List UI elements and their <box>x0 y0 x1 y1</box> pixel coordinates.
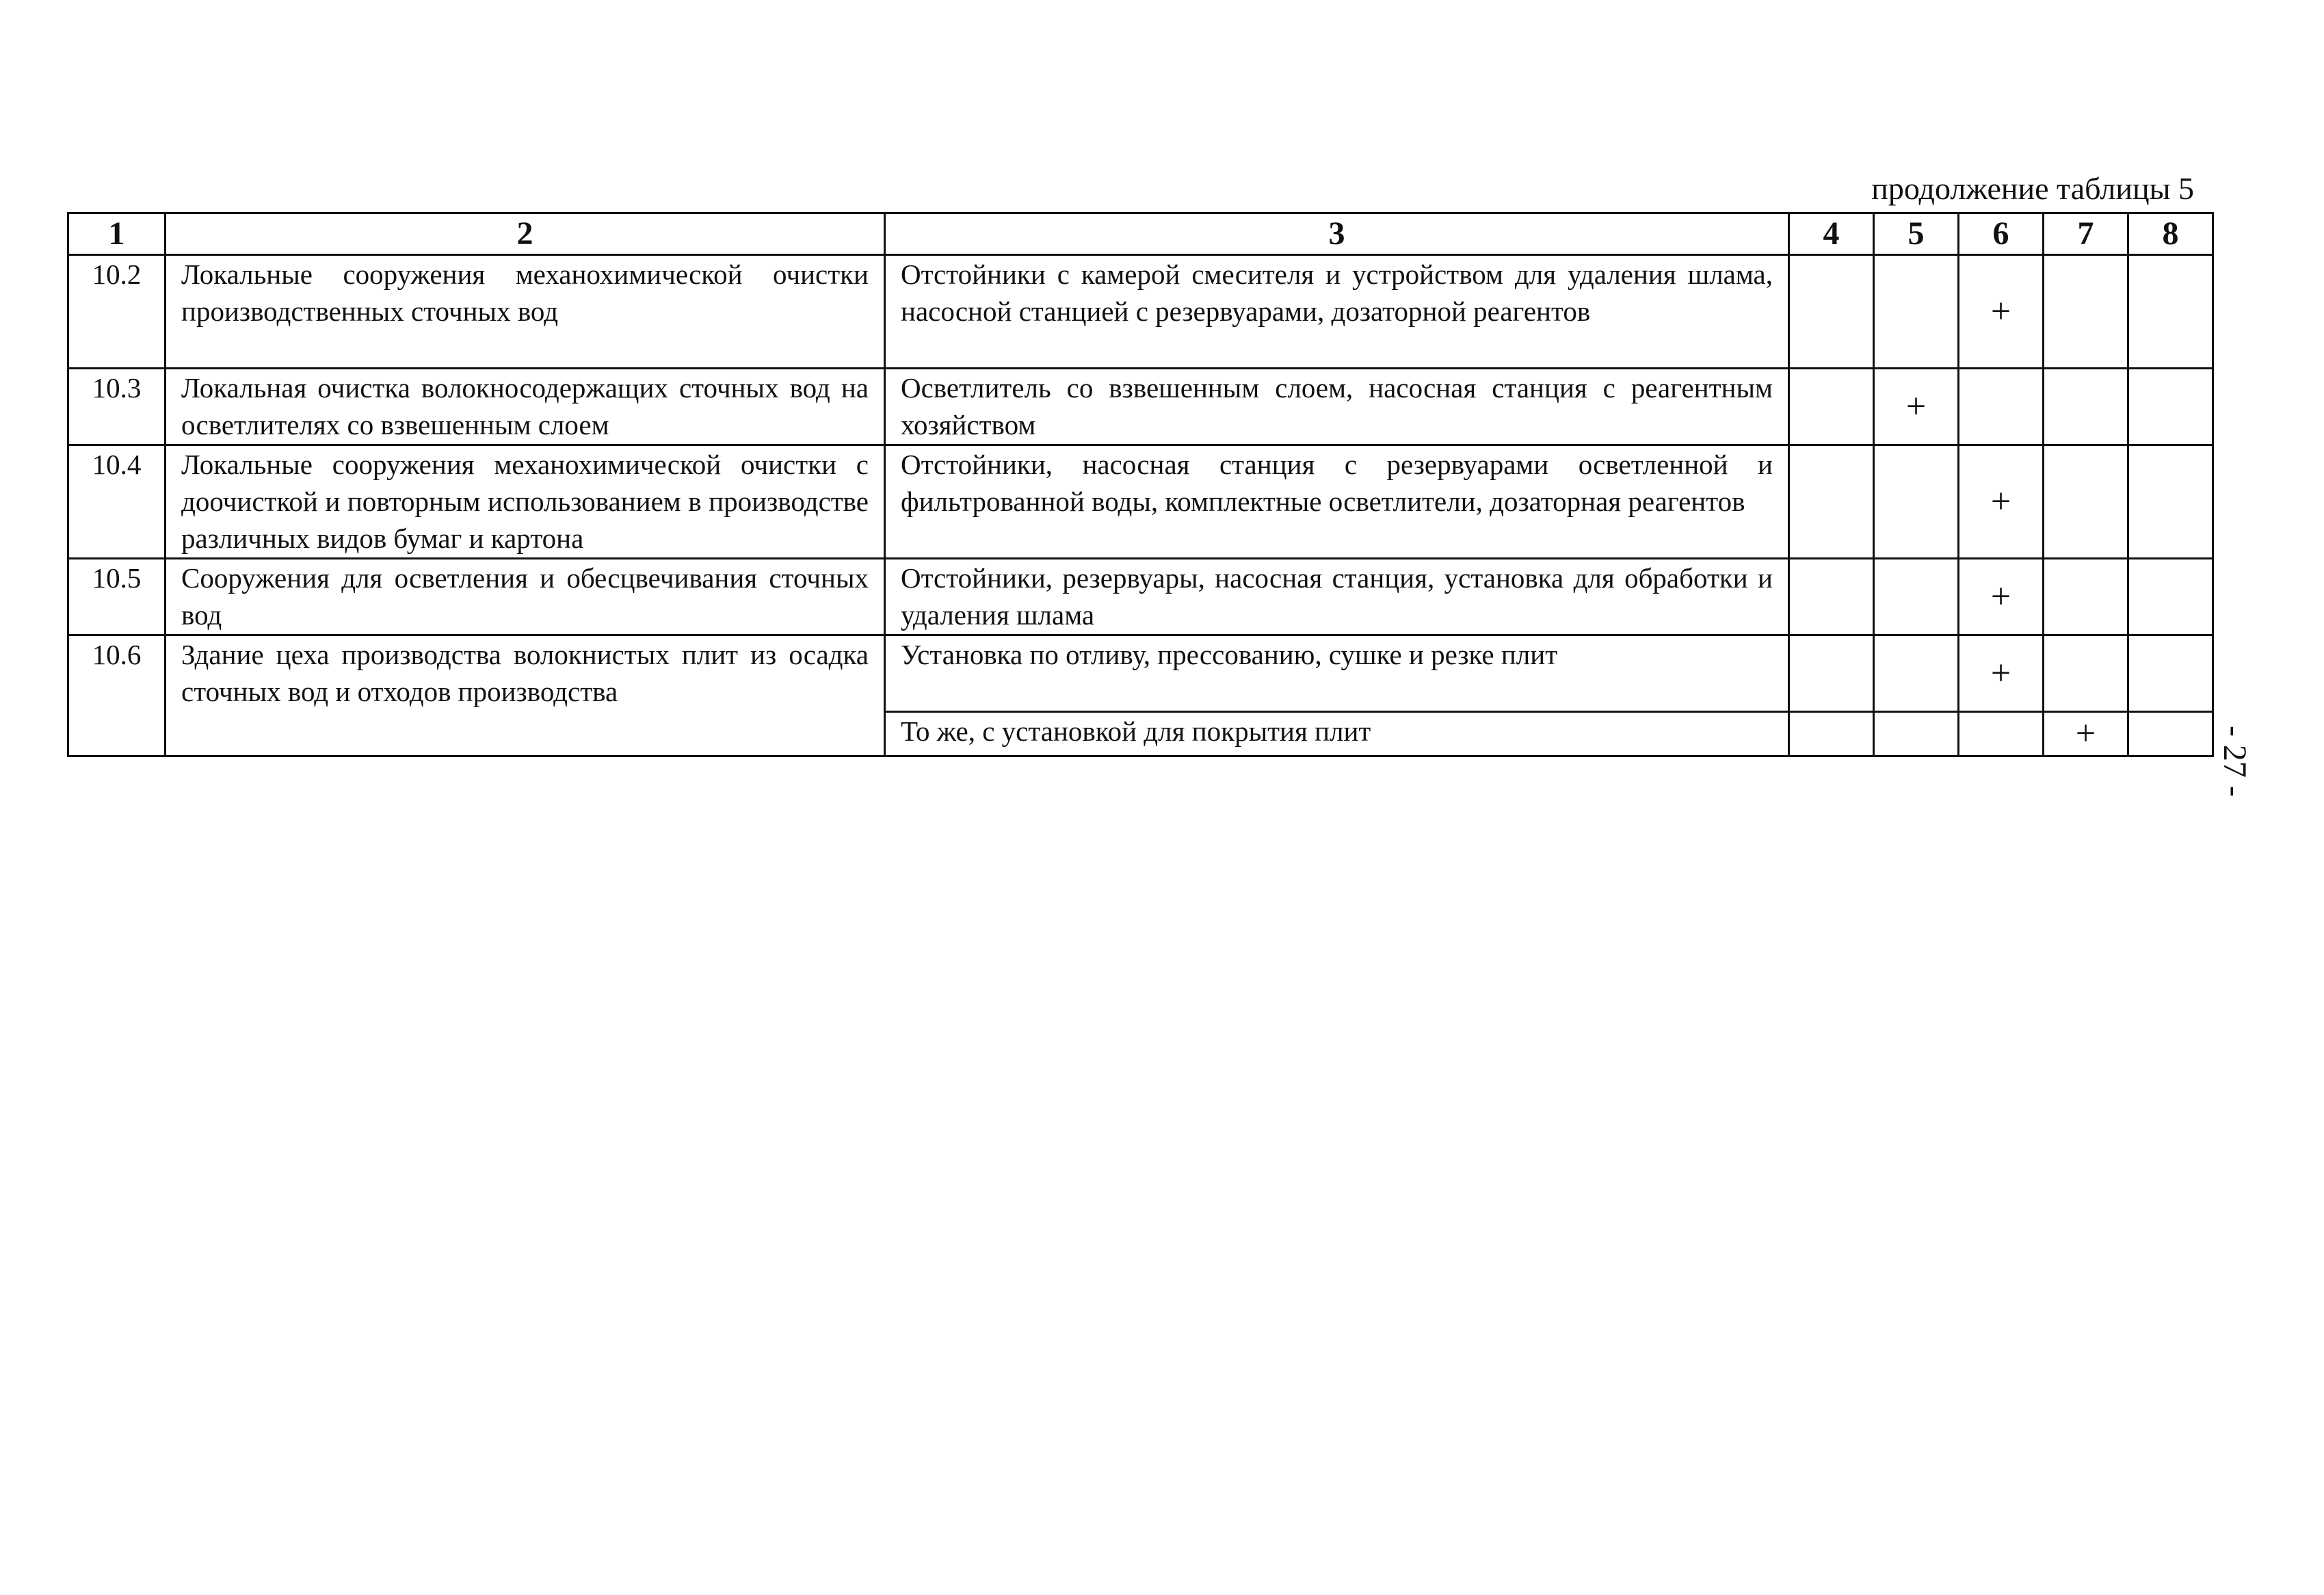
equipment-description: Осветлитель со взвешенным слоем, насосная станция с реагентным хозяйством <box>885 369 1789 445</box>
facility-name: Сооружения для осветления и обесцвечивания сточных вод <box>166 559 885 635</box>
col-header-8: 8 <box>2128 213 2213 255</box>
col-8-mark <box>2128 445 2213 559</box>
col-5-mark: + <box>1874 369 1959 445</box>
col-6-mark: + <box>1959 559 2044 635</box>
col-5-mark <box>1874 635 1959 712</box>
table-row <box>68 445 2213 559</box>
table-row <box>68 635 2213 712</box>
col-6-mark: + <box>1959 635 2044 712</box>
table-row <box>68 369 2213 445</box>
equipment-description: Отстойники, насосная станция с резервуарами осветленной и фильтрованной воды, комплектные осветлители, дозаторная реагентов <box>885 445 1789 559</box>
row-number: 10.3 <box>68 369 166 445</box>
table-row <box>68 559 2213 635</box>
table-row <box>68 255 2213 369</box>
col-4-mark <box>1789 635 1874 712</box>
col-4-mark <box>1789 369 1874 445</box>
facility-name: Локальные сооружения механохимической очистки производственных сточных вод <box>166 255 885 369</box>
col-4-mark <box>1789 559 1874 635</box>
col-4-mark <box>1789 712 1874 756</box>
col-header-7: 7 <box>2044 213 2128 255</box>
col-5-mark <box>1874 559 1959 635</box>
col-header-1: 1 <box>68 213 166 255</box>
col-8-mark <box>2128 712 2213 756</box>
col-7-mark <box>2044 635 2128 712</box>
col-4-mark <box>1789 445 1874 559</box>
col-6-mark: + <box>1959 445 2044 559</box>
header-row <box>68 213 2213 255</box>
col-6-mark: + <box>1959 255 2044 369</box>
col-5-mark <box>1874 445 1959 559</box>
col-header-3: 3 <box>885 213 1789 255</box>
col-5-mark <box>1874 712 1959 756</box>
col-header-4: 4 <box>1789 213 1874 255</box>
equipment-description: То же, с установкой для покрытия плит <box>885 712 1789 756</box>
col-7-mark: + <box>2044 712 2128 756</box>
col-6-mark <box>1959 369 2044 445</box>
col-6-mark <box>1959 712 2044 756</box>
table-caption: продолжение таблицы 5 <box>1871 171 2194 206</box>
col-8-mark <box>2128 369 2213 445</box>
equipment-description: Отстойники, резервуары, насосная станция, установка для обработки и удаления шлама <box>885 559 1789 635</box>
col-8-mark <box>2128 255 2213 369</box>
col-7-mark <box>2044 255 2128 369</box>
page-number: - 27 - <box>2216 726 2253 797</box>
data-table <box>67 212 2214 757</box>
facility-name: Локальная очистка волокносодержащих сточных вод на осветлителях со взвешенным слоем <box>166 369 885 445</box>
col-header-6: 6 <box>1959 213 2044 255</box>
row-number: 10.4 <box>68 445 166 559</box>
facility-name: Локальные сооружения механохимической очистки с доочисткой и повторным использованием в производстве различных видов бумаг и картона <box>166 445 885 559</box>
col-8-mark <box>2128 635 2213 712</box>
row-number: 10.6 <box>68 635 166 756</box>
col-header-5: 5 <box>1874 213 1959 255</box>
row-number: 10.2 <box>68 255 166 369</box>
col-7-mark <box>2044 369 2128 445</box>
equipment-description: Отстойники с камерой смесителя и устройством для удаления шлама, насосной станцией с резервуарами, дозаторной реагентов <box>885 255 1789 369</box>
col-7-mark <box>2044 445 2128 559</box>
row-number: 10.5 <box>68 559 166 635</box>
equipment-description: Установка по отливу, прессованию, сушке и резке плит <box>885 635 1789 712</box>
col-8-mark <box>2128 559 2213 635</box>
col-header-2: 2 <box>166 213 885 255</box>
col-7-mark <box>2044 559 2128 635</box>
col-4-mark <box>1789 255 1874 369</box>
facility-name: Здание цеха производства волокнистых плит из осадка сточных вод и отходов производства <box>166 635 885 756</box>
col-5-mark <box>1874 255 1959 369</box>
